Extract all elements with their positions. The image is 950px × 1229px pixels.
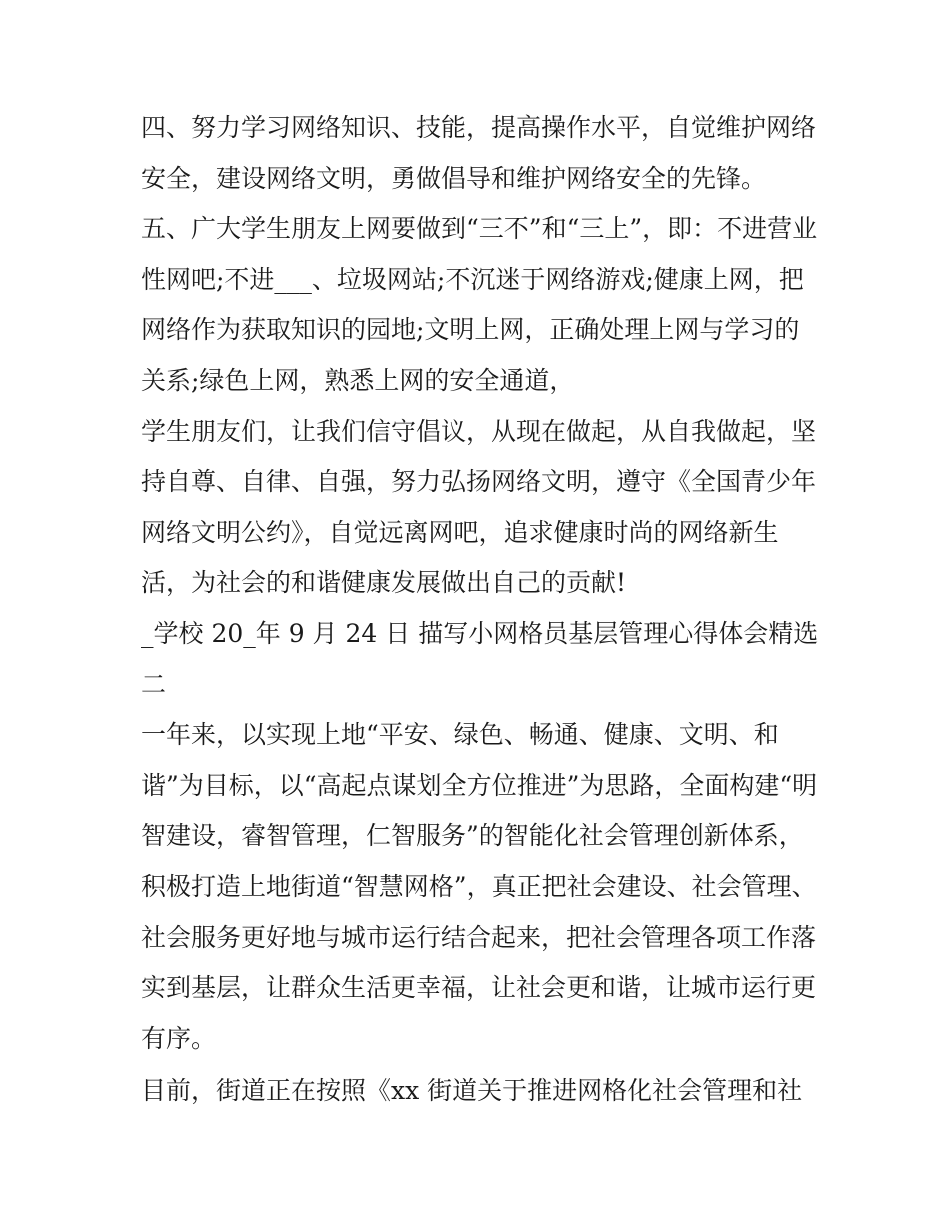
text-line: 目前，街道正在按照《xx 街道关于推进网格化社会管理和社: [141, 1076, 803, 1106]
text-line: 实到基层，让群众生活更幸福，让社会更和谐，让城市运行更: [141, 973, 817, 1003]
paragraph-appeal: [141, 407, 831, 609]
text-line: 智建设，睿智管理，仁智服务”的智能化社会管理创新体系，: [141, 821, 804, 851]
text-line: 谐”为目标，以“高起点谋划全方位推进”为思路，全面构建“明: [141, 770, 818, 800]
paragraph-current: [141, 1066, 831, 1117]
text-line: 网络文明公约》，自觉远离网吧，追求健康时尚的网络新生: [141, 517, 779, 547]
text-line: 二: [141, 669, 167, 699]
text-line: 持自尊、自律、自强，努力弘扬网络文明，遵守《全国青少年: [141, 467, 817, 497]
paragraph-5: [141, 204, 831, 406]
document-body: [141, 103, 831, 1117]
text-line: 积极打造上地街道“智慧网格”，真正把社会建设、社会管理、: [141, 871, 817, 901]
text-line: 性网吧;不进___、垃圾网站;不沉迷于网络游戏;健康上网，把: [141, 264, 804, 294]
text-line: 社会服务更好地与城市运行结合起来，把社会管理各项工作落: [141, 922, 817, 952]
text-line: 安全，建设网络文明，勇做倡导和维护网络安全的先锋。: [141, 163, 767, 193]
text-line: 有序。: [141, 1023, 217, 1053]
paragraph-summary: [141, 710, 831, 1064]
paragraph-signature-heading: [141, 609, 831, 710]
text-line: _学校 20_年 9 月 24 日 描写小网格员基层管理心得体会精选: [141, 618, 819, 648]
text-line: 五、广大学生朋友上网要做到“三不”和“三上”，即：不进营业: [141, 214, 818, 244]
text-line: 四、努力学习网络知识、技能，提高操作水平，自觉维护网络: [141, 113, 817, 142]
text-line: 学生朋友们，让我们信守倡议，从现在做起，从自我做起，坚: [141, 416, 817, 446]
text-line: 关系;绿色上网，熟悉上网的安全通道，: [141, 365, 575, 395]
text-line: 一年来，以实现上地“平安、绿色、畅通、健康、文明、和: [141, 720, 779, 750]
paragraph-4: [141, 103, 831, 204]
text-line: 网络作为获取知识的园地;文明上网，正确处理上网与学习的: [141, 315, 800, 345]
text-line: 活，为社会的和谐健康发展做出自己的贡献!: [141, 568, 627, 598]
